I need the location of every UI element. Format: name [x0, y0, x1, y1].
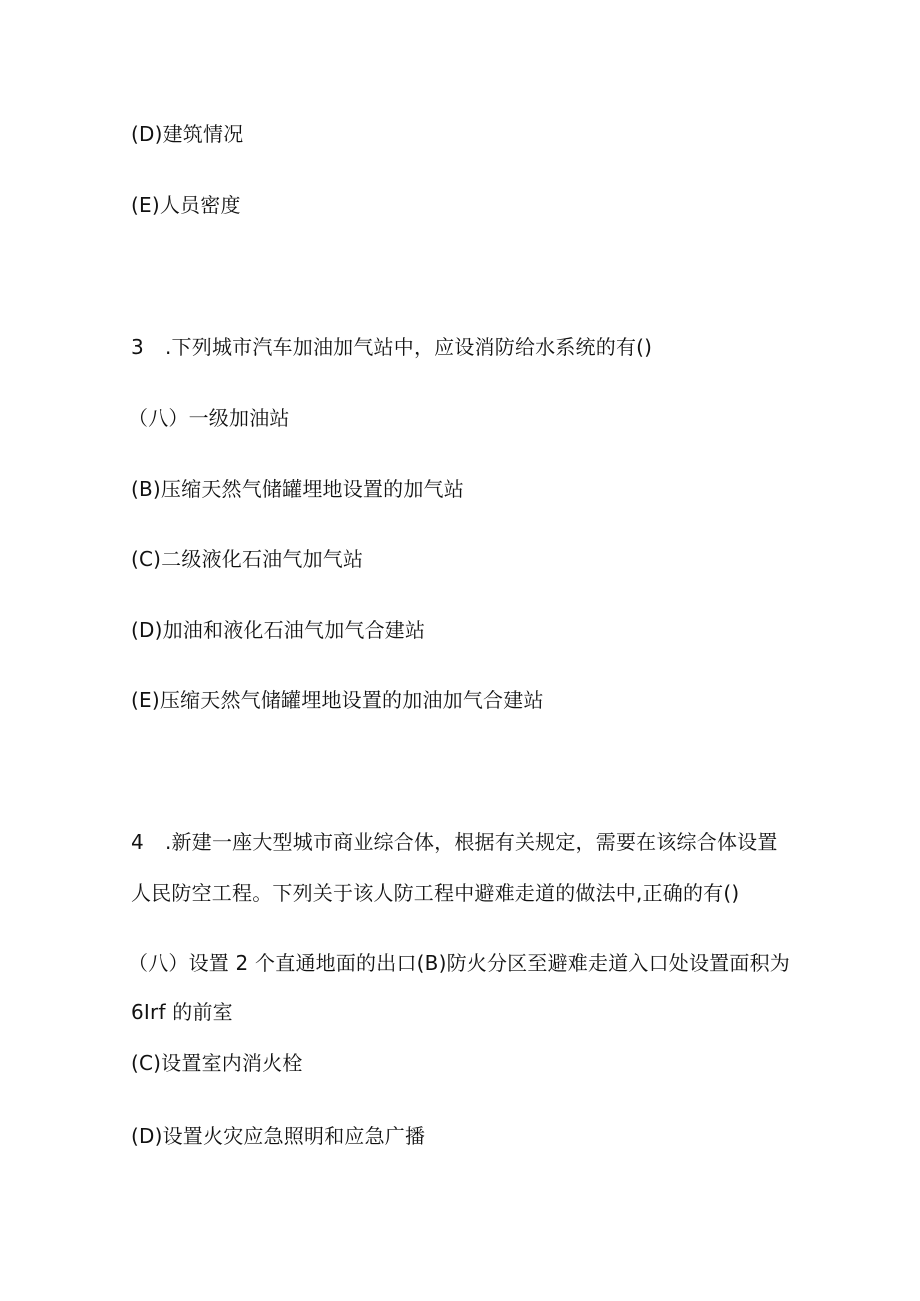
q3-option-a: （八）一级加油站 [128, 406, 290, 430]
q2-option-e: (E)人员密度 [131, 193, 241, 217]
q4-option-c: (C)设置室内消火栓 [131, 1051, 303, 1075]
q3-stem-text: .下列城市汽车加油加气站中，应设消防给水系统的有() [165, 335, 653, 359]
q4-stem-text-1: .新建一座大型城市商业综合体，根据有关规定，需要在该综合体设置 [165, 830, 778, 854]
q3-option-c: (C)二级液化石油气加气站 [131, 547, 364, 571]
q4-stem-line2: 人民防空工程。下列关于该人防工程中避难走道的做法中,正确的有() [131, 881, 740, 905]
q2-option-d: (D)建筑情况 [131, 122, 244, 146]
q3-stem [131, 333, 652, 361]
q4-option-ab-line1: （八）设置 2 个直通地面的出口(B)防火分区至避难走道入口处设置面积为 [128, 951, 790, 975]
q3-option-b: (B)压缩天然气储罐埋地设置的加气站 [131, 477, 464, 501]
q4-number: 4 [131, 830, 144, 854]
q3-option-d: (D)加油和液化石油气加气合建站 [131, 618, 426, 642]
q4-stem-line1 [131, 828, 778, 856]
q4-option-ab-line2: 6Irf 的前室 [131, 1000, 233, 1024]
q3-option-e: (E)压缩天然气储罐埋地设置的加油加气合建站 [131, 688, 544, 712]
q3-number: 3 [131, 335, 144, 359]
q4-option-d: (D)设置火灾应急照明和应急广播 [131, 1124, 426, 1148]
